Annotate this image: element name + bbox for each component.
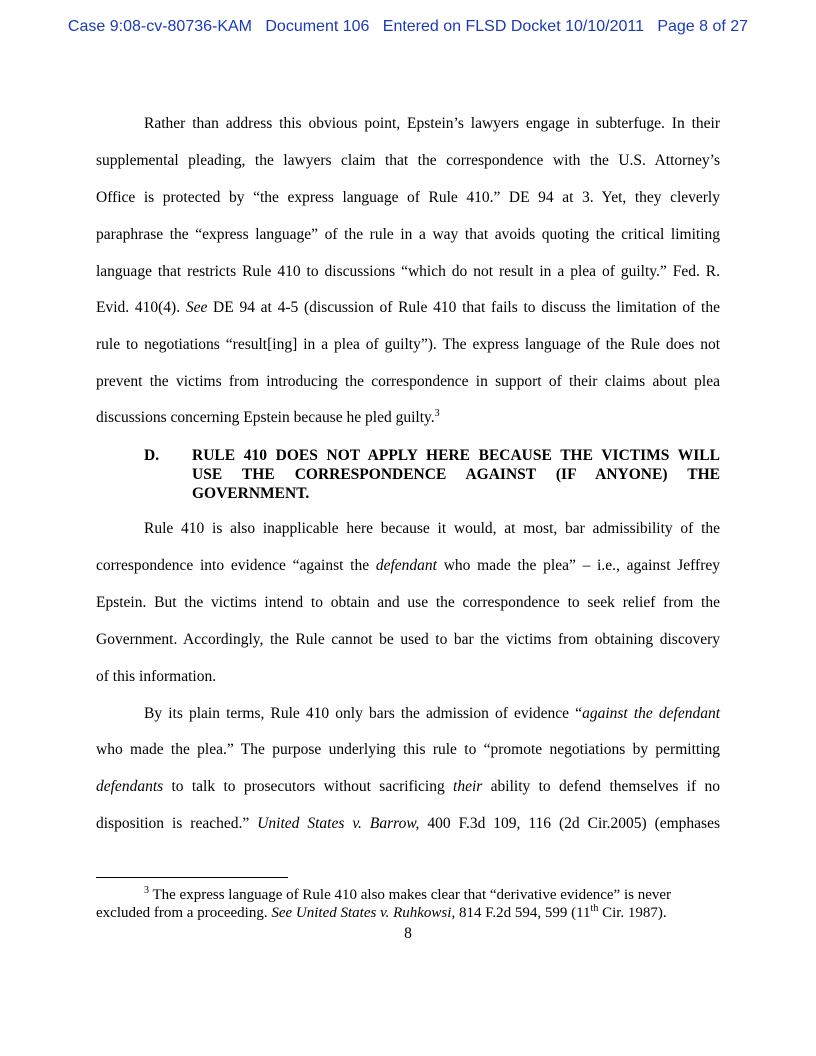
text-segment: who made the plea” – i.e., against Jeffrey: [436, 557, 720, 574]
footnote-line: [144, 886, 720, 904]
docket-header: [0, 17, 816, 37]
footnote-divider: [96, 877, 288, 878]
text-line: [96, 777, 720, 797]
case-citation: United States v. Barrow,: [257, 815, 420, 832]
emphasis: defendants: [96, 778, 164, 795]
text-line: supplemental pleading, the lawyers claim that the correspondence with the U.S. Attorney’s: [96, 152, 720, 169]
text-segment: disposition is reached.”: [96, 815, 258, 832]
text-line: [144, 704, 720, 724]
text-segment: to talk to prosecutors without sacrificing: [163, 778, 454, 795]
footnote-reference[interactable]: 3: [434, 407, 440, 419]
page-of-total: Page 8 of 27: [657, 18, 749, 35]
text-segment: The express language of Rule 410 also makes clear that “derivative evidence” is never: [149, 887, 672, 903]
text-segment: Evid. 410(4).: [96, 299, 186, 316]
page-number: 8: [404, 925, 412, 942]
text-line: Rather than address this obvious point, Epstein’s lawyers engage in subterfuge. In their: [144, 115, 720, 132]
signal-see: See: [185, 299, 208, 316]
text-segment: By its plain terms, Rule 410 only bars the admission of evidence “: [144, 705, 583, 722]
text-line: [96, 408, 720, 428]
footnote-marker: 3: [144, 885, 149, 896]
text-line: [96, 556, 720, 576]
heading-line: GOVERNMENT.: [192, 485, 310, 502]
footnote-line: [96, 904, 720, 922]
document-number: Document 106: [265, 18, 370, 35]
section-label: D.: [144, 447, 160, 464]
emphasis: their: [453, 778, 483, 795]
case-citation: See United States v. Ruhkowsi: [271, 905, 452, 921]
text-line: who made the plea.” The purpose underlying this rule to “promote negotiations by permitting: [96, 741, 720, 758]
text-line: [96, 814, 720, 834]
text-segment: Cir. 1987).: [598, 905, 667, 921]
emphasis: defendant: [375, 557, 437, 574]
heading-line: USE THE CORRESPONDENCE AGAINST (IF ANYONE) THE: [192, 466, 720, 483]
text-line: of this information.: [96, 668, 217, 685]
text-segment: discussions concerning Epstein because he pled guilty.: [96, 409, 435, 426]
heading-line: RULE 410 DOES NOT APPLY HERE BECAUSE THE VICTIMS WILL: [192, 447, 720, 464]
text-segment: correspondence into evidence “against the: [96, 557, 376, 574]
ordinal-suffix: th: [590, 903, 599, 914]
text-line: Office is protected by “the express language of Rule 410.” DE 94 at 3. Yet, they cleverly: [96, 189, 720, 206]
case-number: Case 9:08-cv-80736-KAM: [67, 18, 253, 35]
docket-entry: Entered on FLSD Docket 10/10/2011: [382, 18, 644, 35]
text-line: paraphrase the “express language” of the rule in a way that avoids quoting the critical limiting: [96, 226, 720, 243]
text-line: [96, 298, 720, 318]
text-line: prevent the victims from introducing the correspondence in support of their claims about plea: [96, 373, 720, 390]
text-segment: ability to defend themselves if no: [482, 778, 720, 795]
text-segment: excluded from a proceeding.: [96, 905, 272, 921]
text-line: Epstein. But the victims intend to obtain and use the correspondence to seek relief from the: [96, 594, 720, 611]
text-segment: DE 94 at 4-5 (discussion of Rule 410 that fails to discuss the limitation of the: [207, 299, 720, 316]
text-line: rule to negotiations “result[ing] in a plea of guilty”). The express language of the Rule does not: [96, 336, 720, 353]
text-line: Government. Accordingly, the Rule cannot be used to bar the victims from obtaining discovery: [96, 631, 720, 648]
emphasis: against the defendant: [582, 705, 721, 722]
text-segment: 400 F.3d 109, 116 (2d Cir.2005) (emphases: [419, 815, 720, 832]
text-segment: , 814 F.2d 594, 599 (11: [451, 905, 591, 921]
text-line: Rule 410 is also inapplicable here because it would, at most, bar admissibility of the: [144, 520, 720, 537]
text-line: language that restricts Rule 410 to discussions “which do not result in a plea of guilty.” Fed. R.: [96, 263, 720, 280]
